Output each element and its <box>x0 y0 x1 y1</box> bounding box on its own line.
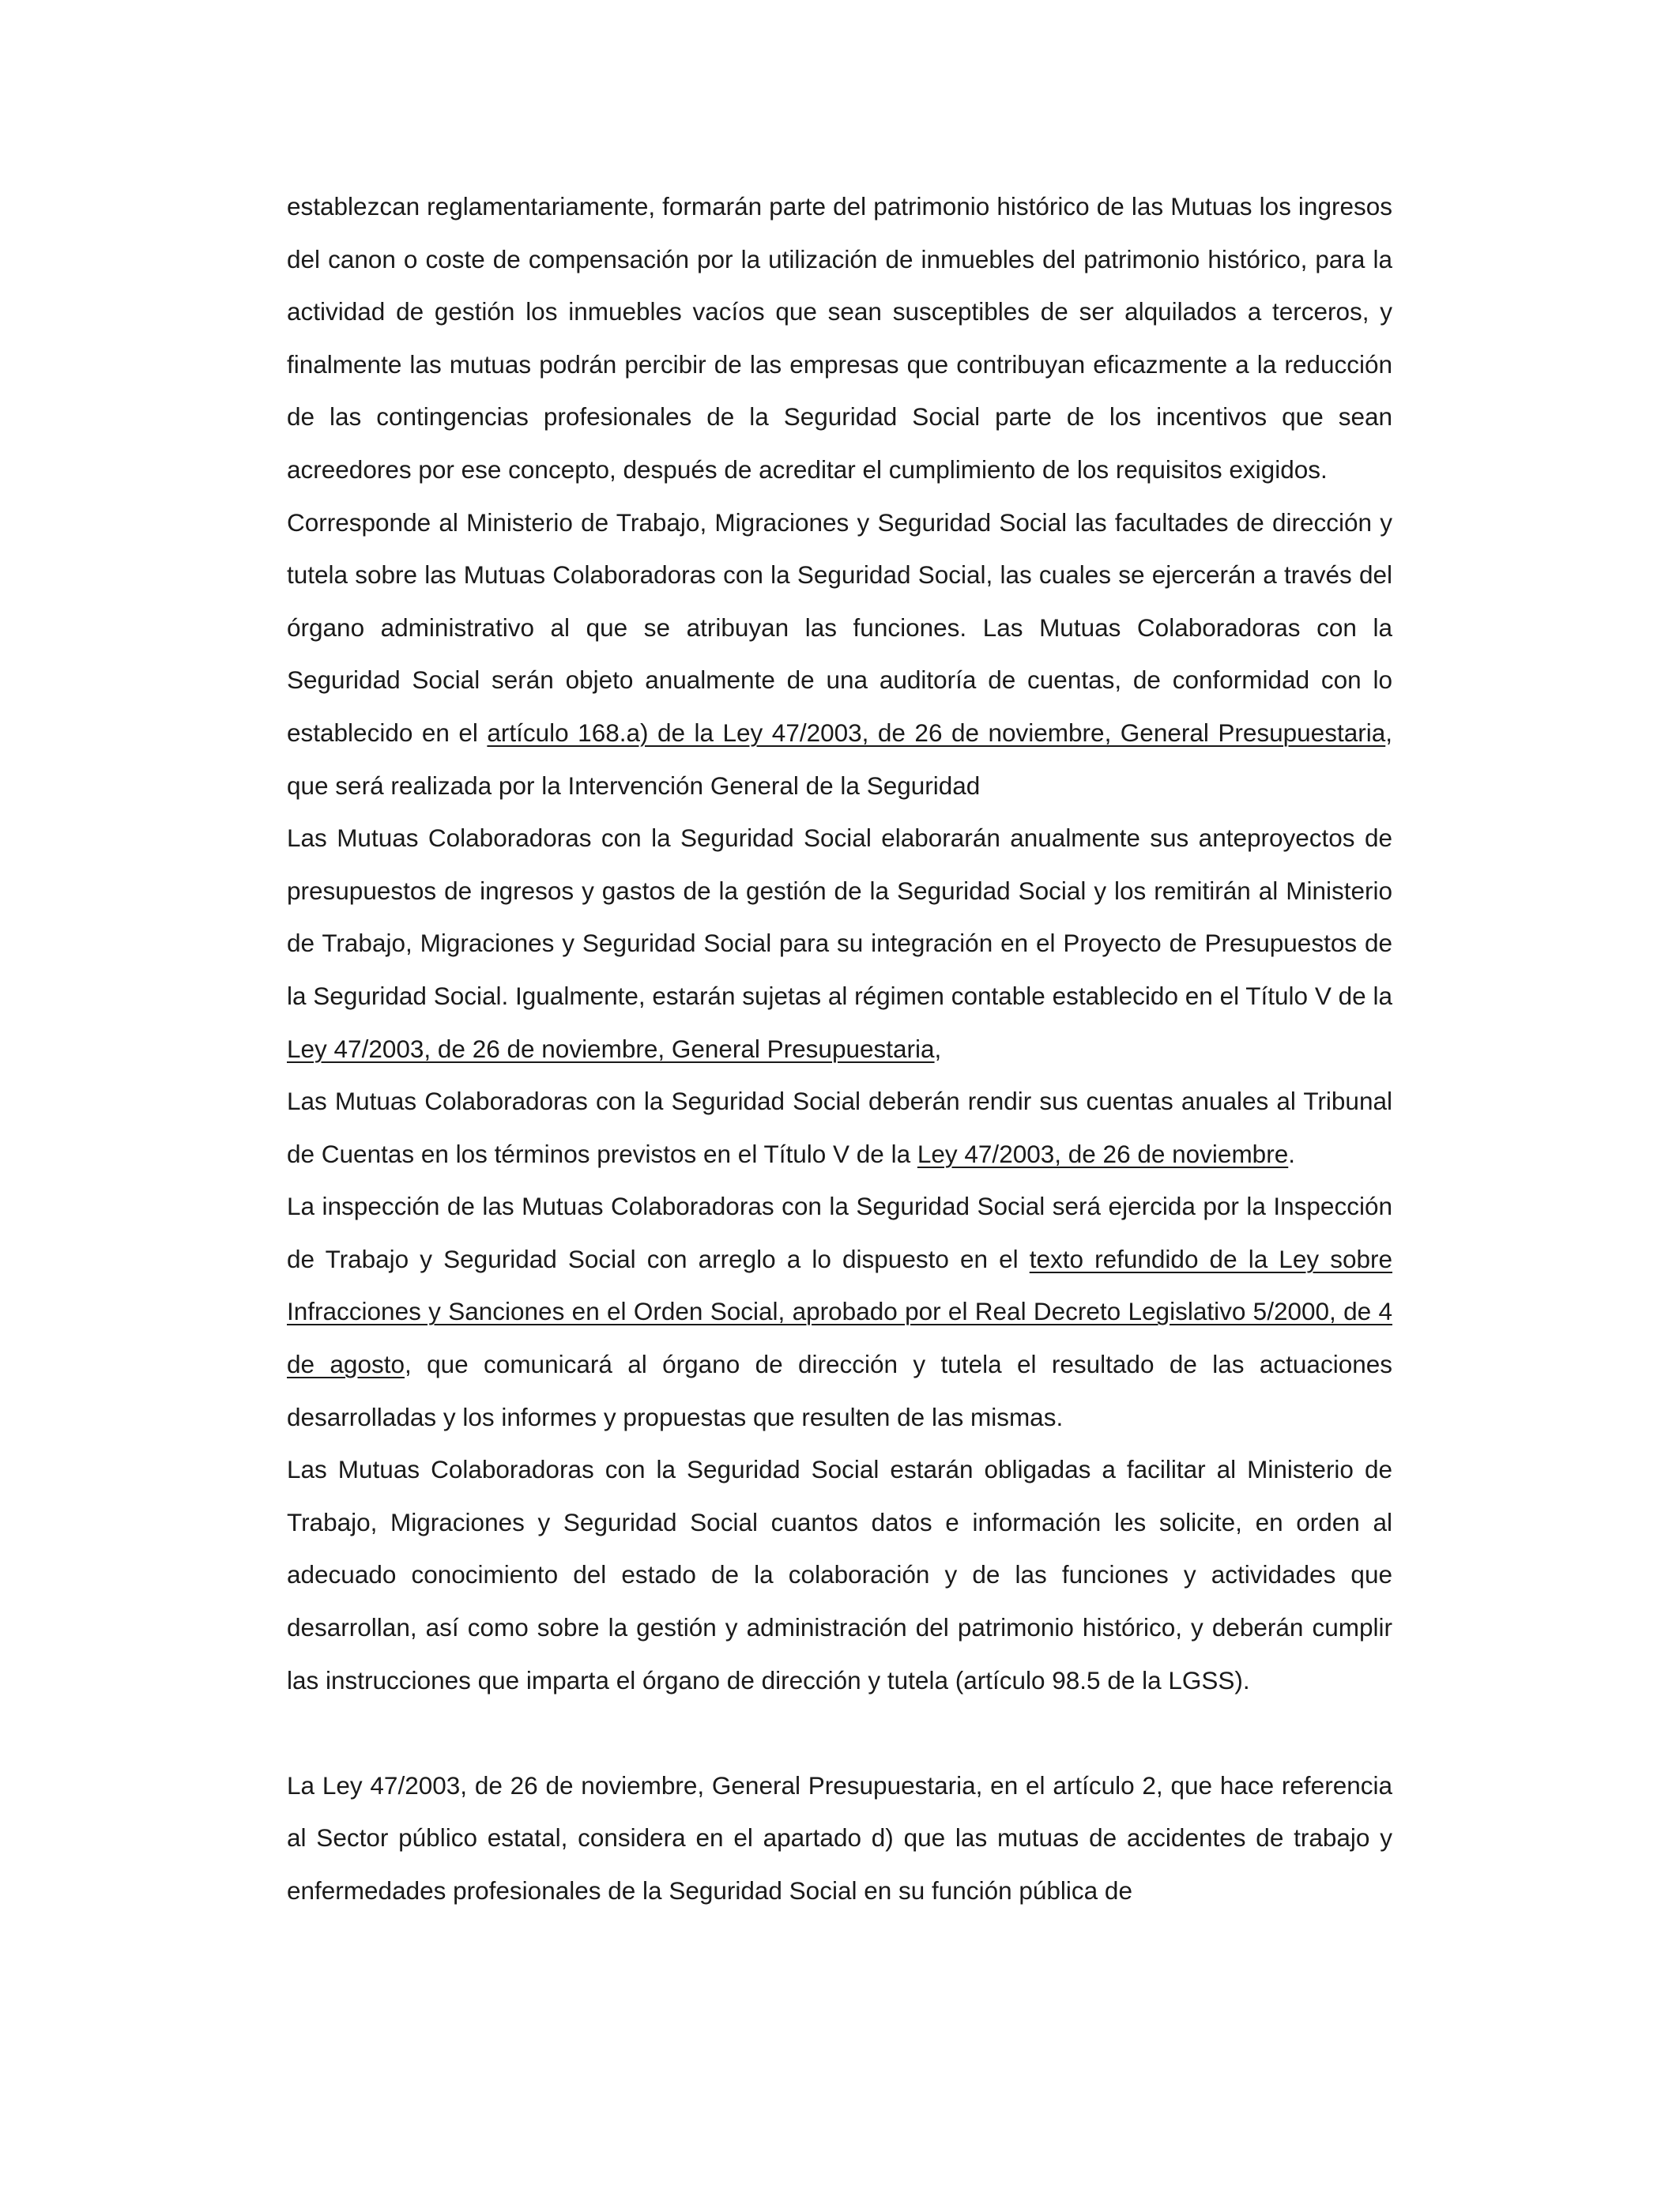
paragraph-text: , que comunicará al órgano de dirección y tutela el resultado de las actuaciones desarrolladas y los informes y propuestas que resulten de las mismas. <box>287 1350 1392 1431</box>
paragraph-obligaciones <box>287 1443 1392 1706</box>
link-ley-47-2003[interactable]: Ley 47/2003, de 26 de noviembre <box>917 1139 1289 1168</box>
paragraph-text: , que será realizada por la Intervención General de la Seguridad <box>287 718 1392 800</box>
paragraph-tribunal-cuentas <box>287 1075 1392 1180</box>
link-articulo-168[interactable]: artículo 168.a) de la Ley 47/2003, de 26 de noviembre, General Presupuestaria <box>487 718 1386 747</box>
paragraph-text: Las Mutuas Colaboradoras con la Seguridad Social deberán rendir sus cuentas anuales al Tribunal de Cuentas en los términos previstos en el Título V de la <box>287 1087 1392 1168</box>
link-texto-refundido[interactable]: texto refundido de la Ley sobre Infracciones y Sanciones en el Orden Social, aprobado por el Real Decreto Legislativo 5/2000, de 4 de agosto <box>287 1244 1392 1379</box>
paragraph-direccion-tutela <box>287 496 1392 812</box>
paragraph-text: La inspección de las Mutuas Colaboradoras con la Seguridad Social será ejercida por la Inspección de Trabajo y Seguridad Social con arreglo a lo dispuesto en el <box>287 1192 1392 1273</box>
paragraph-text: . <box>1288 1139 1295 1168</box>
paragraph-text: La Ley 47/2003, de 26 de noviembre, General Presupuestaria, en el artículo 2, que hace referencia al Sector público estatal, considera en el apartado d) que las mutuas de accidentes de trabajo y enfermedades profesionales de la Seguridad Social en su función pública de <box>287 1770 1392 1905</box>
paragraph-text: , <box>934 1034 942 1063</box>
link-ley-general-presupuestaria[interactable]: Ley 47/2003, de 26 de noviembre, General Presupuestaria <box>287 1034 935 1063</box>
paragraph-text: Las Mutuas Colaboradoras con la Seguridad Social estarán obligadas a facilitar al Ministerio de Trabajo, Migraciones y Seguridad Social cuantos datos e información les solicite, en orden al adecuado conocimiento del estado de la colaboración y de las funciones y actividades que desarrollan, así como sobre la gestión y administración del patrimonio histórico, y deberán cumplir las instrucciones que imparta el órgano de dirección y tutela (artículo 98.5 de la LGSS). <box>287 1455 1392 1695</box>
body-text <box>287 180 1392 1917</box>
paragraph-text: Las Mutuas Colaboradoras con la Seguridad Social elaborarán anualmente sus anteproyectos de presupuestos de ingresos y gastos de la gestión de la Seguridad Social y los remitirán al Ministerio de Trabajo, Migraciones y Seguridad Social para su integración en el Proyecto de Presupuestos de la Seguridad Social. Igualmente, estarán sujetas al régimen contable establecido en el Título V de la <box>287 824 1392 1010</box>
paragraph-inspeccion <box>287 1180 1392 1443</box>
paragraph-patrimonio <box>287 180 1392 496</box>
paragraph-presupuestos <box>287 812 1392 1075</box>
paragraph-text: establezcan reglamentariamente, formarán parte del patrimonio histórico de las Mutuas los ingresos del canon o coste de compensación por la utilización de inmuebles del patrimonio histórico, para la actividad de gestión los inmuebles vacíos que sean susceptibles de ser alquilados a terceros, y finalmente las mutuas podrán percibir de las empresas que contribuyan eficazmente a la reducción de las contingencias profesionales de la Seguridad Social parte de los incentivos que sean acreedores por ese concepto, después de acreditar el cumplimiento de los requisitos exigidos. <box>287 192 1392 484</box>
paragraph-text: Corresponde al Ministerio de Trabajo, Migraciones y Seguridad Social las facultades de dirección y tutela sobre las Mutuas Colaboradoras con la Seguridad Social, las cuales se ejercerán a través del órgano administrativo al que se atribuyan las funciones. Las Mutuas Colaboradoras con la Seguridad Social serán objeto anualmente de una auditoría de cuentas, de conformidad con lo establecido en el <box>287 507 1392 747</box>
paragraph-ley-presupuestaria <box>287 1759 1392 1917</box>
